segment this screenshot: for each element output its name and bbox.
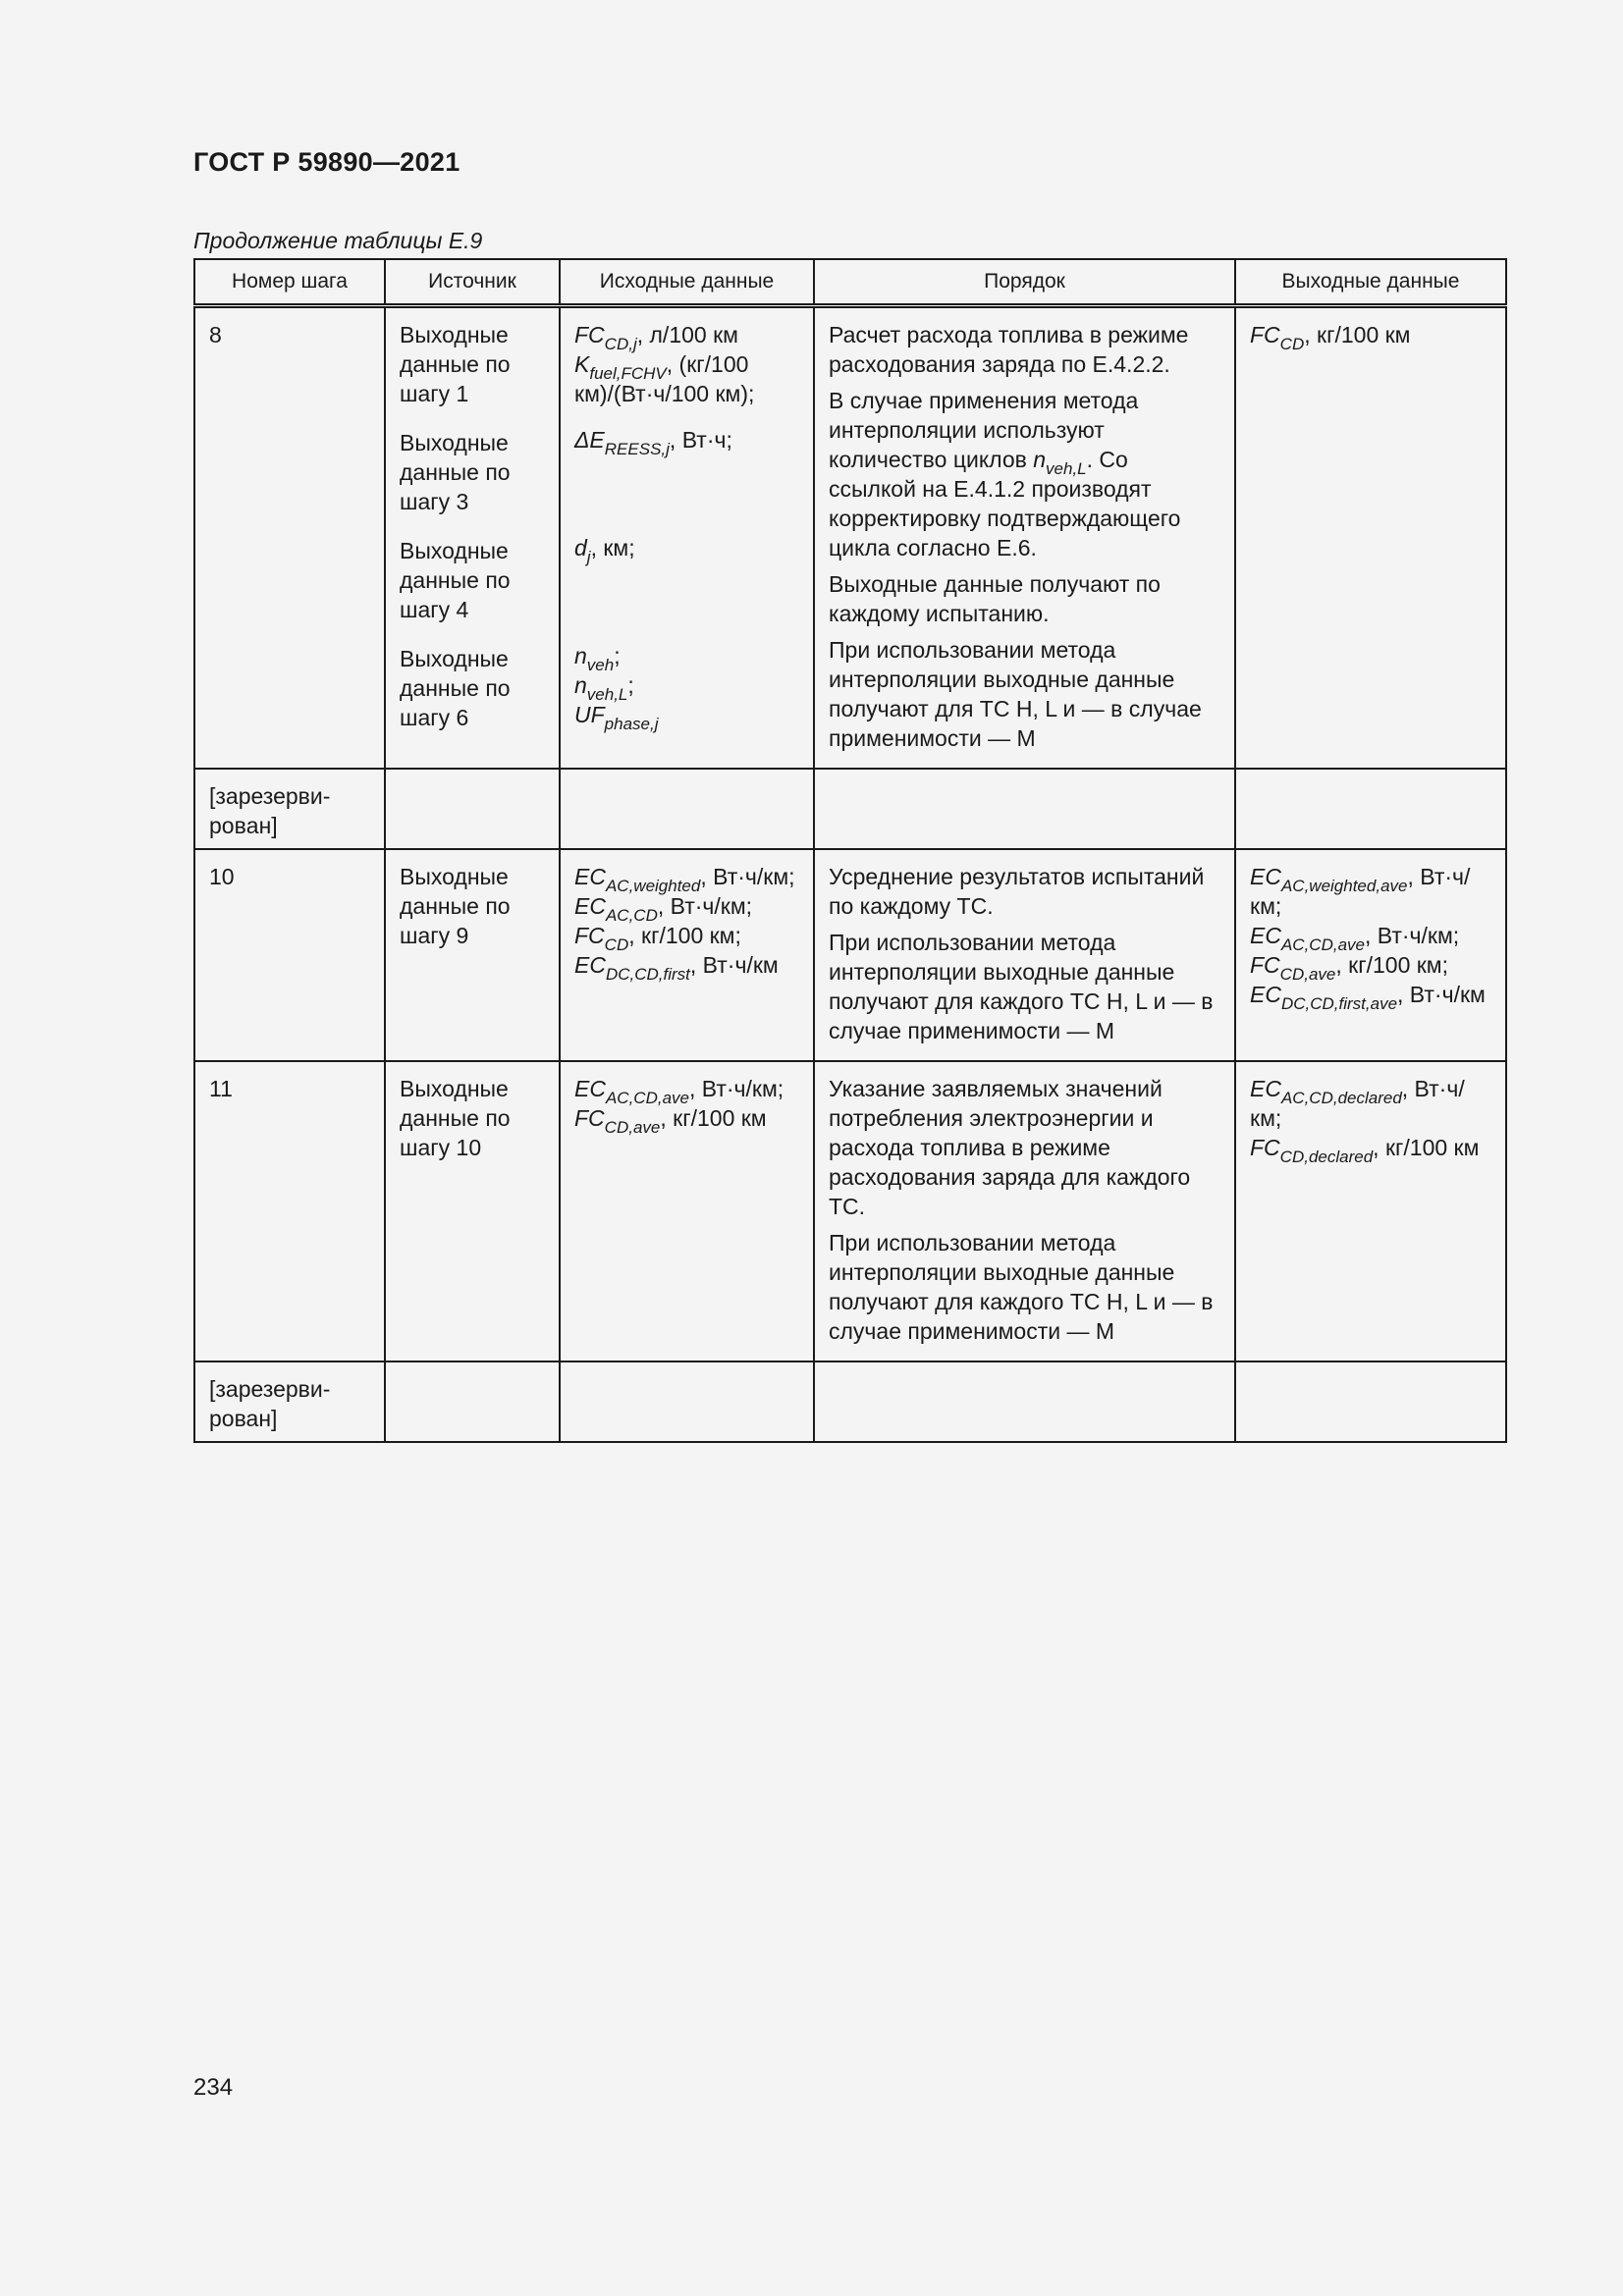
steps-table [193, 258, 1507, 1443]
output-ec-dc-first-ave: $EC_{DC,CD,first,ave}$, Вт·ч/км [1250, 982, 1486, 1013]
table-row [194, 769, 1506, 849]
col-header-source: Источник [385, 259, 560, 306]
procedure-cell [814, 1362, 1235, 1442]
inputs-cell [560, 849, 814, 1061]
output-fc-declared: $FC_{CD,declared}$, кг/100 км [1250, 1135, 1480, 1166]
procedure-paragraph: В случае применения метода интерполяции используют количество циклов $n_{veh,L}$. Со ссылкой на Е.4.1.2 производят корректировку подтверждающего цикла согласно Е.6. [829, 388, 1181, 561]
procedure-paragraph: При использовании метода интерполяции выходные данные получают для каждого ТС H, L и — в случае применимости — M [829, 1230, 1214, 1344]
input-k-fuel: $K_{fuel,FCHV}$, (кг/100 км)/(Вт·ч/100 км); [574, 351, 755, 406]
procedure-cell [814, 1061, 1235, 1362]
input-fc-cd: $FC_{CD}$, кг/100 км; [574, 923, 741, 954]
table-row [194, 306, 1506, 770]
source-step-1: Выходные данные по шагу 1 [400, 322, 511, 406]
input-dj: $d_j$, км; [574, 535, 635, 566]
source-cell [385, 769, 560, 849]
step-number: 10 [194, 849, 385, 1061]
output-ec-ac-weighted-ave: $EC_{AC,weighted,ave}$, Вт·ч/км; [1250, 864, 1471, 919]
output-ec-ac-cd-ave: $EC_{AC,CD,ave}$, Вт·ч/км; [1250, 923, 1460, 954]
source-cell: Выходные данные по шагу 10 [385, 1061, 560, 1362]
input-fc-cdj: $FC_{CD,j}$, л/100 км [574, 322, 738, 353]
input-nveh: $n_{veh}$; [574, 643, 621, 674]
output-fc-cd: $FC_{CD}$, кг/100 км [1250, 322, 1411, 353]
inputs-cell [560, 1362, 814, 1442]
outputs-cell [1235, 1362, 1506, 1442]
procedure-cell [814, 769, 1235, 849]
step-number: 8 [194, 306, 385, 770]
input-fc-cd-ave: $FC_{CD,ave}$, кг/100 км [574, 1105, 767, 1137]
table-row [194, 1061, 1506, 1362]
inputs-cell [560, 769, 814, 849]
step-number: [зарезерви-ровaн] [194, 769, 385, 849]
source-step-6: Выходные данные по шагу 6 [400, 646, 511, 730]
inputs-cell [560, 306, 814, 770]
procedure-paragraph: При использовании метода интерполяции выходные данные получают для каждого ТС H, L и — в случае применимости — M [829, 930, 1214, 1043]
procedure-paragraph: Расчет расхода топлива в режиме расходования заряда по Е.4.2.2. [829, 322, 1189, 377]
input-ec-ac-weighted: $EC_{AC,weighted}$, Вт·ч/км; [574, 864, 795, 895]
page-number: 234 [193, 2074, 234, 2101]
document-code: ГОСТ Р 59890—2021 [193, 147, 460, 177]
inputs-cell [560, 1061, 814, 1362]
source-cell: Выходные данные по шагу 9 [385, 849, 560, 1061]
outputs-cell [1235, 306, 1506, 770]
input-uf-phase: $UF_{phase,j}$ [574, 702, 659, 733]
input-delta-e: $\Delta E_{REESS,j}$, Вт·ч; [574, 427, 732, 458]
output-fc-cd-ave: $FC_{CD,ave}$, кг/100 км; [1250, 952, 1449, 984]
table-header-row [194, 259, 1506, 306]
step-number: [зарезерви-рован] [194, 1362, 385, 1442]
procedure-paragraph: Усреднение результатов испытаний по каждому ТС. [829, 864, 1205, 919]
col-header-procedure: Порядок [814, 259, 1235, 306]
input-nveh-l: $n_{veh,L}$; [574, 672, 634, 704]
col-header-outputs: Выходные данные [1235, 259, 1506, 306]
procedure-cell [814, 306, 1235, 770]
procedure-paragraph: Выходные данные получают по каждому испытанию. [829, 571, 1161, 626]
procedure-cell [814, 849, 1235, 1061]
col-header-step: Номер шага [194, 259, 385, 306]
source-cell [385, 306, 560, 770]
step-number: 11 [194, 1061, 385, 1362]
source-step-3: Выходные данные по шагу 3 [400, 430, 511, 514]
source-cell [385, 1362, 560, 1442]
outputs-cell [1235, 1061, 1506, 1362]
source-step-4: Выходные данные по шагу 4 [400, 538, 511, 622]
input-ec-ac-cd-ave: $EC_{AC,CD,ave}$, Вт·ч/км; [574, 1076, 784, 1107]
col-header-inputs: Исходные данные [560, 259, 814, 306]
outputs-cell [1235, 849, 1506, 1061]
table-row [194, 1362, 1506, 1442]
output-ec-declared: $EC_{AC,CD,declared}$, Вт·ч/км; [1250, 1076, 1465, 1131]
input-ec-dc-first: $EC_{DC,CD,first}$, Вт·ч/км [574, 952, 779, 984]
procedure-paragraph: При использовании метода интерполяции выходные данные получают для ТС H, L и — в случае применимости — M [829, 637, 1202, 751]
table-row [194, 849, 1506, 1061]
outputs-cell [1235, 769, 1506, 849]
procedure-paragraph: Указание заявляемых значений потребления электроэнергии и расхода топлива в режиме расходования заряда для каждого ТС. [829, 1076, 1191, 1219]
table-caption: Продолжение таблицы Е.9 [193, 228, 483, 253]
input-ec-ac-cd: $EC_{AC,CD}$, Вт·ч/км; [574, 893, 753, 925]
